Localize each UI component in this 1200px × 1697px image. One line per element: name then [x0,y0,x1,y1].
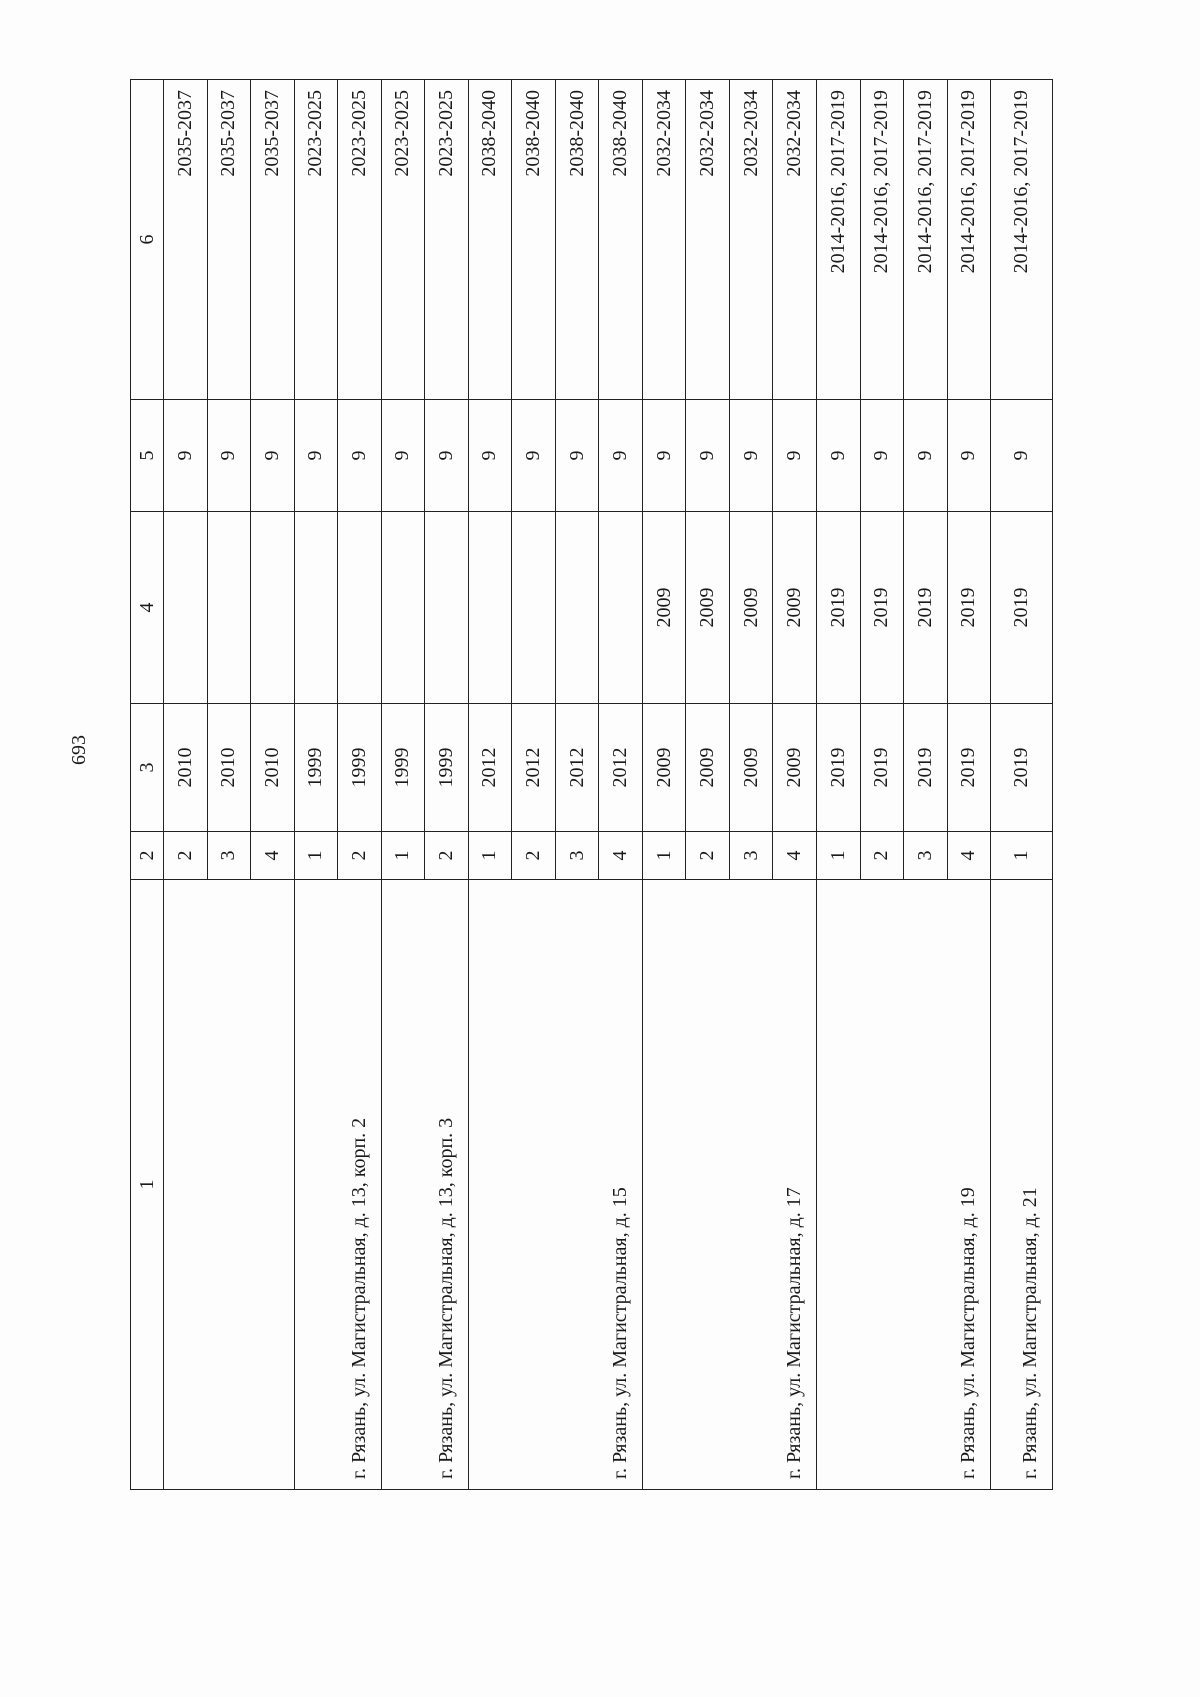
table-cell: 2038-2040 [555,80,599,400]
table-cell [164,512,208,704]
table-cell: 2012 [468,704,512,832]
table-cell: 2023-2025 [294,80,338,400]
table-cell: 2014-2016, 2017-2019 [816,80,860,400]
table-cell: 9 [425,400,469,512]
table-cell: 1999 [338,704,382,832]
table-cell: 2010 [251,704,295,832]
table-cell: 2012 [512,704,556,832]
table-cell: 9 [686,400,730,512]
table-cell [512,512,556,704]
table-cell: 2 [425,832,469,880]
table-cell: 2032-2034 [773,80,817,400]
table-cell: 2014-2016, 2017-2019 [947,80,991,400]
table-cell: 2012 [599,704,643,832]
table-cell: 2009 [642,704,686,832]
table-cell: 9 [816,400,860,512]
table-cell: 2023-2025 [338,80,382,400]
table-cell: 1 [642,832,686,880]
table-row [991,80,1053,1490]
table-cell: 2 [164,832,208,880]
table-cell: 4 [599,832,643,880]
table-cell: 1999 [425,704,469,832]
address-cell: г. Рязань, ул. Магистральная, д. 15 [468,880,642,1490]
header-row [131,80,164,1490]
table-row [294,80,338,1490]
table-cell: 9 [338,400,382,512]
address-cell: г. Рязань, ул. Магистральная, д. 21 [991,880,1053,1490]
table-row [816,80,860,1490]
table-cell: 2 [860,832,904,880]
table-cell: 1 [381,832,425,880]
table-cell: 2019 [904,704,948,832]
table-cell: 2032-2034 [686,80,730,400]
table-cell: 2009 [686,704,730,832]
table-cell: 1 [991,832,1053,880]
table-cell: 1999 [381,704,425,832]
table-cell: 2035-2037 [207,80,251,400]
table-cell: 9 [860,400,904,512]
table-cell: 2019 [947,704,991,832]
table-cell: 9 [207,400,251,512]
table-cell: 9 [729,400,773,512]
table-cell: 9 [904,400,948,512]
table-cell: 2019 [816,512,860,704]
address-cell: г. Рязань, ул. Магистральная, д. 13, корп. 3 [381,880,468,1490]
table-cell: 2035-2037 [251,80,295,400]
header-cell: 3 [131,704,164,832]
table-cell: 2032-2034 [729,80,773,400]
header-cell: 6 [131,80,164,400]
table-cell: 2038-2040 [599,80,643,400]
table-cell: 2012 [555,704,599,832]
header-cell: 2 [131,832,164,880]
table-cell: 2019 [904,512,948,704]
table-cell: 9 [773,400,817,512]
table-cell [599,512,643,704]
table-cell: 2009 [686,512,730,704]
table-cell: 9 [294,400,338,512]
table-cell: 3 [207,832,251,880]
table-cell: 2014-2016, 2017-2019 [991,80,1053,400]
table-cell: 2038-2040 [468,80,512,400]
schedule-table [130,79,1053,1490]
table-cell: 9 [991,400,1053,512]
table-cell: 2032-2034 [642,80,686,400]
address-cell: г. Рязань, ул. Магистральная, д. 19 [816,880,990,1490]
table-cell [251,512,295,704]
table-row [381,80,425,1490]
table-cell: 2 [686,832,730,880]
table-cell: 2009 [642,512,686,704]
table-cell: 3 [904,832,948,880]
table-cell [338,512,382,704]
table-cell: 9 [468,400,512,512]
table-cell: 2009 [729,512,773,704]
table-cell: 9 [512,400,556,512]
table-cell: 9 [947,400,991,512]
table-cell [555,512,599,704]
table-cell: 2038-2040 [512,80,556,400]
header-cell: 4 [131,512,164,704]
table-cell: 2035-2037 [164,80,208,400]
header-cell: 1 [131,880,164,1490]
table-cell: 1 [816,832,860,880]
table-cell: 9 [555,400,599,512]
table-cell: 2019 [816,704,860,832]
table-cell: 2023-2025 [425,80,469,400]
table-cell: 9 [381,400,425,512]
table-cell: 9 [599,400,643,512]
table-cell [294,512,338,704]
address-cell [164,880,295,1490]
table-cell [207,512,251,704]
header-cell: 5 [131,400,164,512]
table-row [642,80,686,1490]
table-cell: 2009 [729,704,773,832]
table-cell: 9 [251,400,295,512]
table-cell: 2010 [207,704,251,832]
table-cell: 2023-2025 [381,80,425,400]
table-cell: 2 [338,832,382,880]
table-cell: 9 [642,400,686,512]
table-cell: 2019 [947,512,991,704]
table-cell: 2010 [164,704,208,832]
address-cell: г. Рязань, ул. Магистральная, д. 17 [642,880,816,1490]
page-number: 693 [68,735,90,765]
rotated-table-wrapper [130,80,1053,1490]
table-row [468,80,512,1490]
table-cell: 1999 [294,704,338,832]
table-cell [468,512,512,704]
table-cell: 4 [773,832,817,880]
table-body [164,80,1053,1490]
table-cell: 4 [947,832,991,880]
table-cell: 9 [164,400,208,512]
table-cell [381,512,425,704]
table-cell: 3 [555,832,599,880]
table-cell: 2019 [991,704,1053,832]
table-cell: 1 [468,832,512,880]
table-cell: 4 [251,832,295,880]
table-cell: 2019 [991,512,1053,704]
table-cell: 2014-2016, 2017-2019 [904,80,948,400]
address-cell: г. Рязань, ул. Магистральная, д. 13, корп. 2 [294,880,381,1490]
table-cell: 2019 [860,704,904,832]
table-cell: 2009 [773,512,817,704]
table-cell [425,512,469,704]
table-cell: 2009 [773,704,817,832]
table-cell: 2 [512,832,556,880]
table-cell: 3 [729,832,773,880]
table-cell: 2014-2016, 2017-2019 [860,80,904,400]
table-cell: 2019 [860,512,904,704]
table-row [164,80,208,1490]
table-cell: 1 [294,832,338,880]
